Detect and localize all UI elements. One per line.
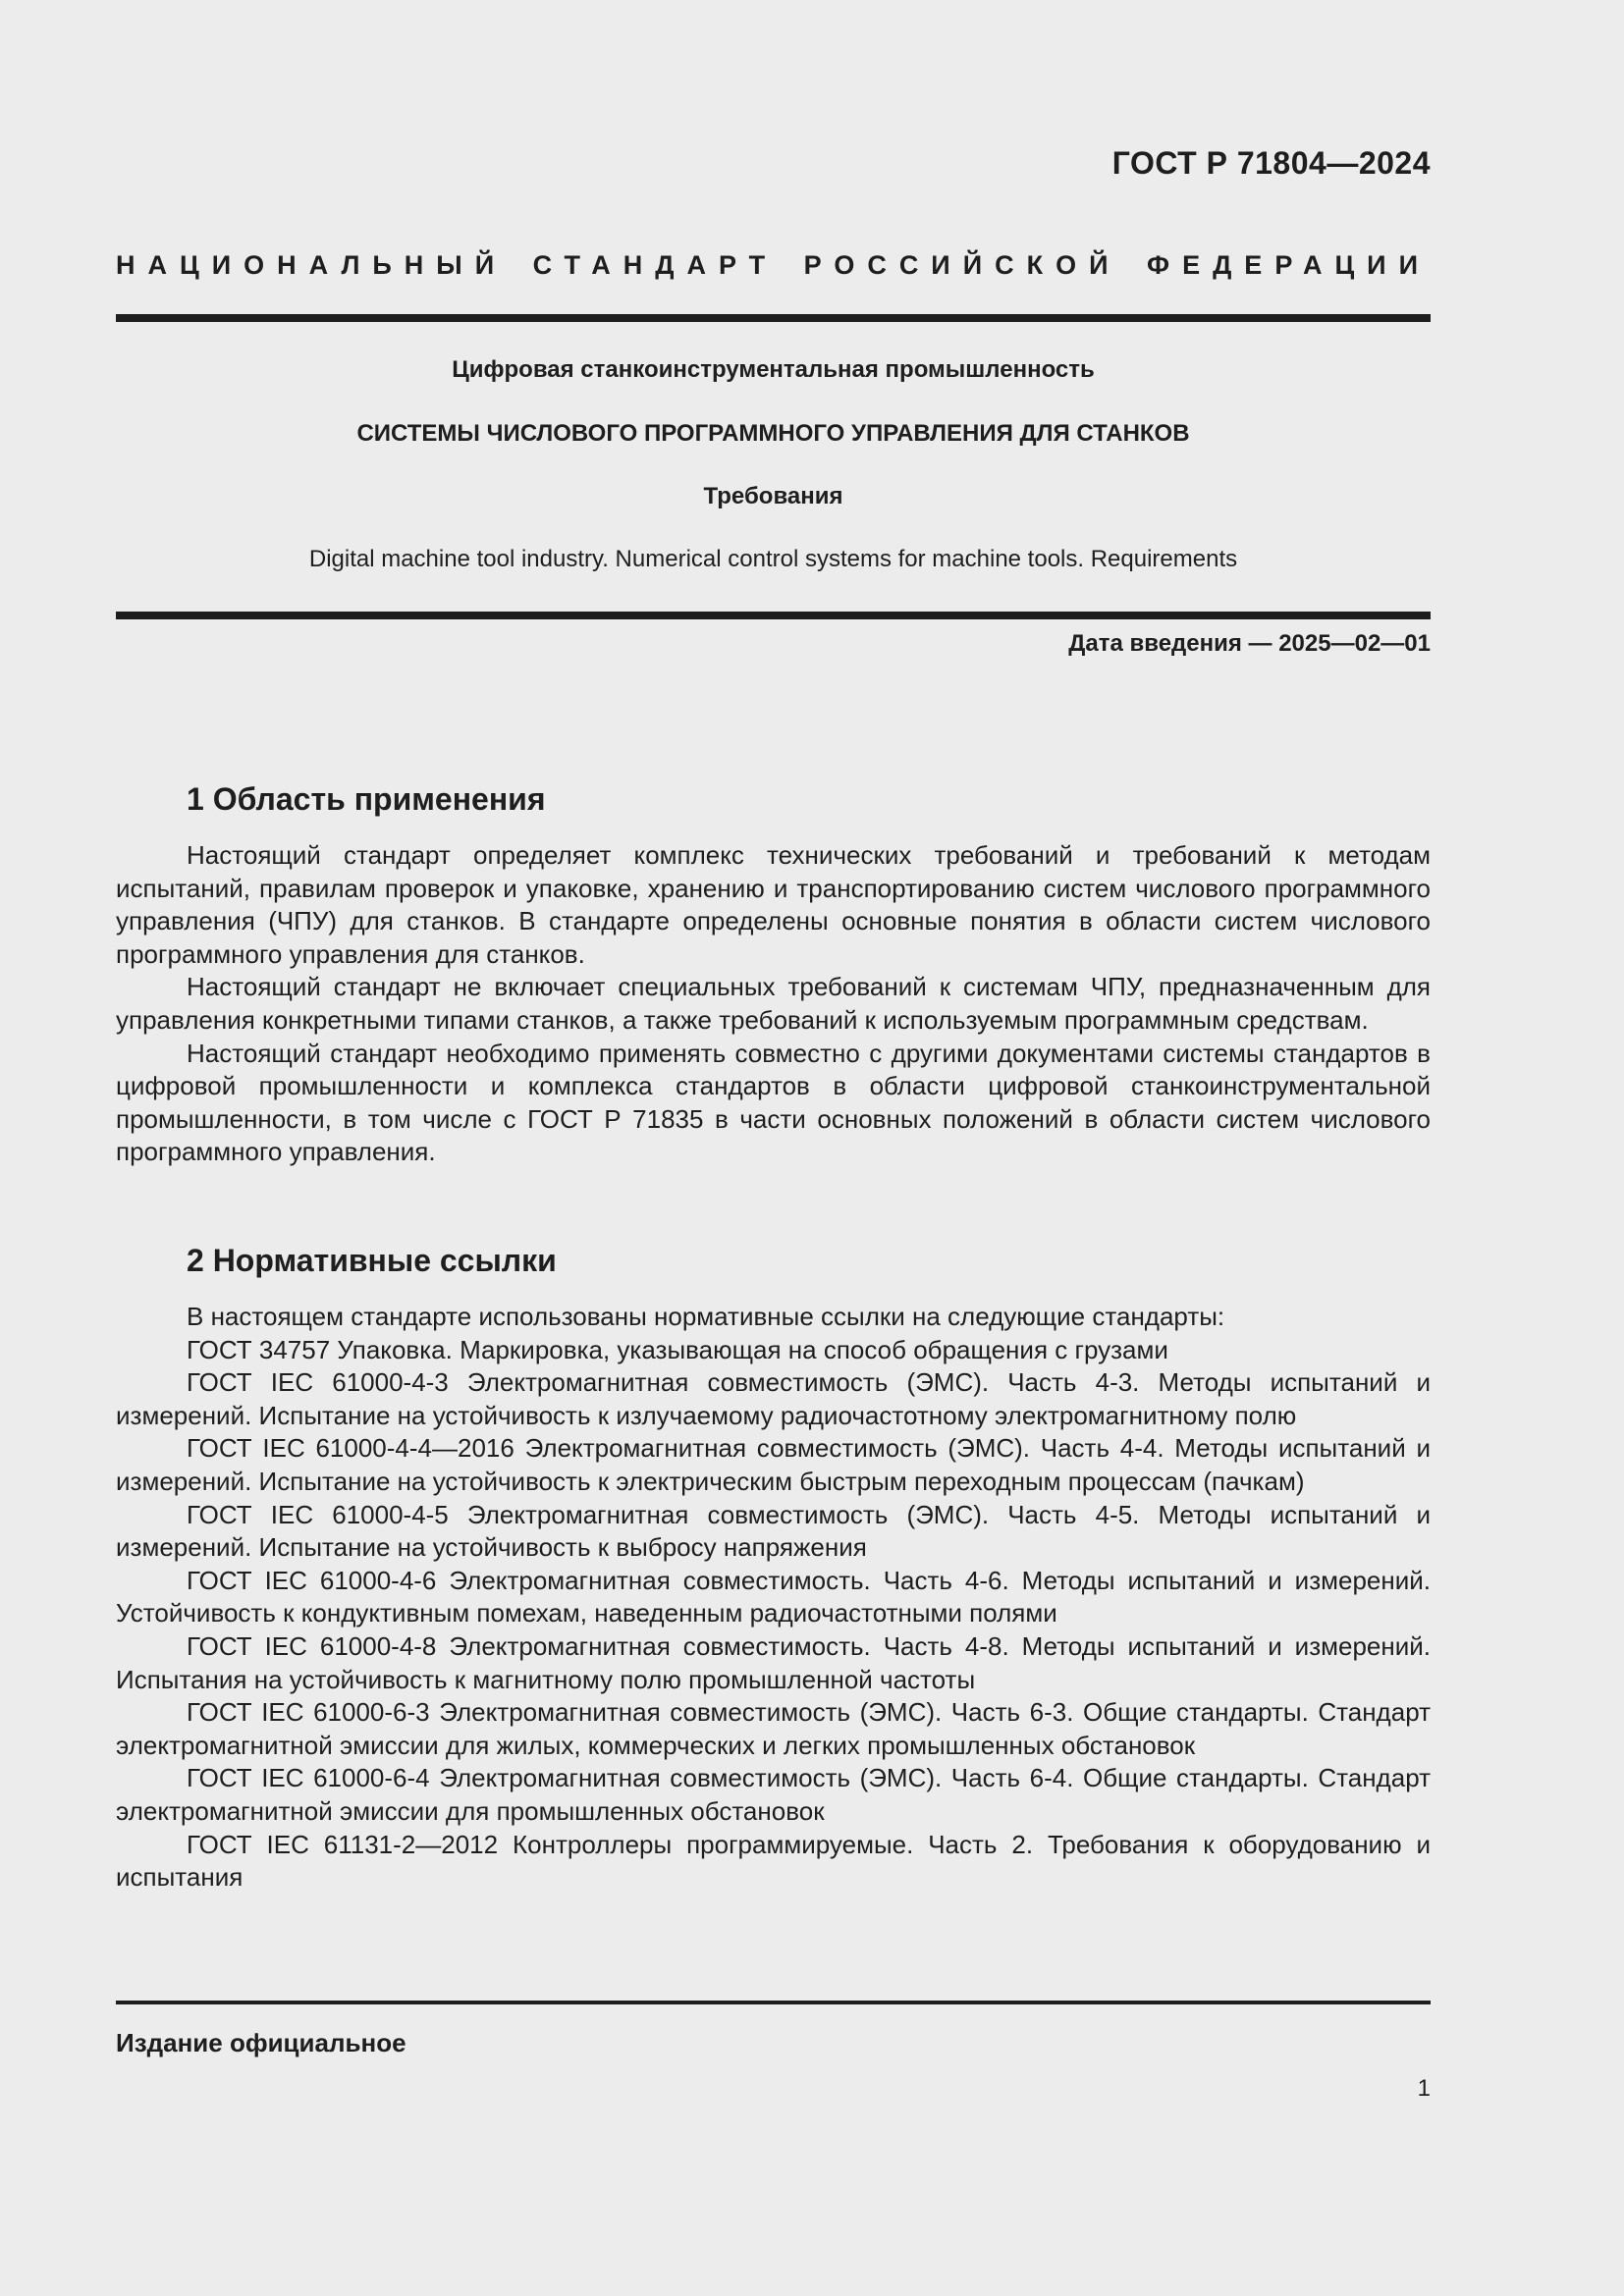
section-heading-scope: 1 Область применения: [187, 781, 546, 817]
paragraph: Настоящий стандарт определяет комплекс технических требований и требований к методам испытаний, правилам проверок и упаковке, хранению и транспортированию систем числового программного управления (ЧПУ) для станков. В стандарте определены основные понятия в области систем числового программного управления для станков.: [116, 840, 1431, 969]
reference-item: ГОСТ IEC 61131-2—2012 Контроллеры программируемые. Часть 2. Требования к оборудованию и испытания: [116, 1829, 1431, 1893]
title-series: Цифровая станкоинструментальная промышленность: [452, 356, 1095, 383]
title-part: Требования: [703, 483, 843, 509]
header-rule-bottom: [116, 612, 1431, 619]
section-heading-normative-references: 2 Нормативные ссылки: [187, 1243, 557, 1278]
reference-item: ГОСТ 34757 Упаковка. Маркировка, указывающая на способ обращения с грузами: [187, 1334, 1168, 1364]
standard-designation: ГОСТ Р 71804—2024: [1111, 145, 1431, 181]
paragraph: Настоящий стандарт не включает специальных требований к системам ЧПУ, предназначенным для управления конкретными типами станков, а также требований к используемым программным средствам.: [116, 972, 1431, 1035]
reference-item: ГОСТ IEC 61000-4-4—2016 Электромагнитная совместимость (ЭМС). Часть 4-4. Методы испытаний и измерений. Испытание на устойчивость к электрическим быстрым переходным процессам (пачкам): [116, 1433, 1431, 1496]
official-edition-label: Издание официальное: [116, 2028, 406, 2057]
header-rule-top: [116, 314, 1431, 322]
reference-item: ГОСТ IEC 61000-4-6 Электромагнитная совместимость. Часть 4-6. Методы испытаний и измерений. Устойчивость к кондуктивным помехам, наведенным радиочастотными полями: [116, 1565, 1431, 1629]
paragraph: Настоящий стандарт необходимо применять совместно с другими документами системы стандартов в цифровой промышленности и комплекса стандартов в области цифровой станкоинструментальной промышленности, в том числе с ГОСТ Р 71835 в части основных положений в области систем числового программного управления.: [116, 1038, 1431, 1167]
paragraph: В настоящем стандарте использованы нормативные ссылки на следующие стандарты:: [187, 1302, 1225, 1331]
reference-item: ГОСТ IEC 61000-4-8 Электромагнитная совместимость. Часть 4-8. Методы испытаний и измерений. Испытания на устойчивость к магнитному полю промышленной частоты: [116, 1630, 1431, 1694]
title-english: Digital machine tool industry. Numerical control systems for machine tools. Requirements: [308, 546, 1238, 572]
section-body-scope: [116, 839, 1431, 1169]
national-standard-banner: НАЦИОНАЛЬНЫЙ СТАНДАРТ РОССИЙСКОЙ ФЕДЕРАЦИИ: [116, 250, 1431, 280]
introduction-date: Дата введения — 2025—02—01: [1068, 630, 1431, 657]
reference-item: ГОСТ IEC 61000-4-3 Электромагнитная совместимость (ЭМС). Часть 4-3. Методы испытаний и измерений. Испытание на устойчивость к излучаемому радиочастотному электромагнитному полю: [116, 1367, 1431, 1430]
page-number: 1: [1417, 2075, 1431, 2102]
title-main: СИСТЕМЫ ЧИСЛОВОГО ПРОГРАММНОГО УПРАВЛЕНИЯ ДЛЯ СТАНКОВ: [356, 420, 1190, 447]
reference-item: ГОСТ IEC 61000-6-4 Электромагнитная совместимость (ЭМС). Часть 6-4. Общие стандарты. Стандарт электромагнитной эмиссии для промышленных обстановок: [116, 1763, 1431, 1826]
footer-rule: [116, 2001, 1431, 2004]
section-body-normative-references: [116, 1301, 1431, 1895]
reference-item: ГОСТ IEC 61000-6-3 Электромагнитная совместимость (ЭМС). Часть 6-3. Общие стандарты. Стандарт электромагнитной эмиссии для жилых, коммерческих и легких промышленных обстановок: [116, 1697, 1431, 1760]
reference-item: ГОСТ IEC 61000-4-5 Электромагнитная совместимость (ЭМС). Часть 4-5. Методы испытаний и измерений. Испытание на устойчивость к выбросу напряжения: [116, 1499, 1431, 1563]
